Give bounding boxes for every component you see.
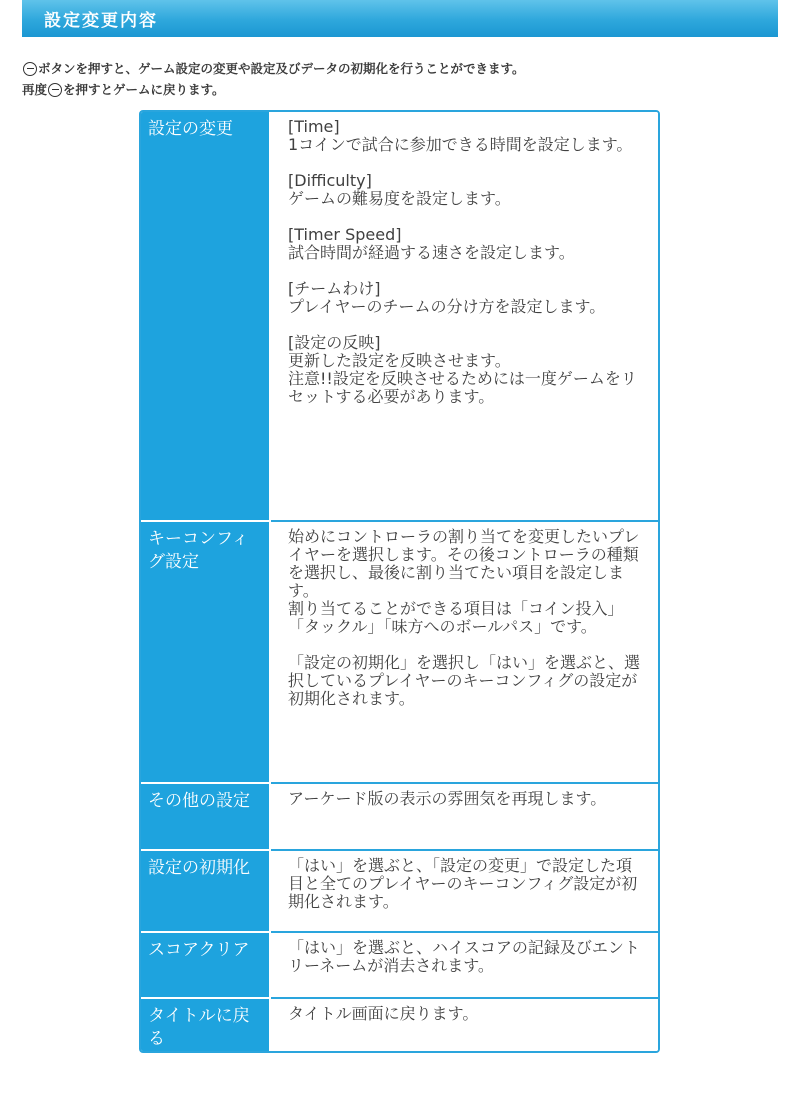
block-text: 「設定の初期化」を選択し「はい」を選ぶと、選択しているプレイヤーのキーコンフィグの設定が初期化されます。 [288, 653, 641, 708]
desc-block [288, 226, 646, 262]
block-heading: [設定の反映] [288, 333, 381, 352]
row-desc-settings-reset [271, 849, 658, 931]
desc-block [288, 790, 646, 808]
block-text: 「はい」を選ぶと、「設定の変更」で設定した項目と全てのプレイヤーのキーコンフィグ設定が初期化されます。 [288, 856, 638, 911]
intro-line-2-suffix: を押すとゲームに戻ります。 [63, 82, 225, 97]
row-desc-settings-change [271, 112, 658, 520]
desc-block [288, 334, 646, 406]
desc-block [288, 857, 646, 911]
block-text: アーケード版の表示の雰囲気を再現します。 [288, 789, 607, 808]
section-title: 設定変更内容 [44, 11, 158, 31]
block-text: タイトル画面に戻ります。 [288, 1004, 479, 1023]
block-text: 始めにコントローラの割り当てを変更したいプレイヤーを選択します。その後コントローラの種類を選択し、最後に割り当てたい項目を設定します。 [288, 527, 640, 600]
block-text: 「はい」を選ぶと、ハイスコアの記録及びエントリーネームが消去されます。 [288, 938, 640, 975]
row-label-settings-change: 設定の変更 [141, 112, 271, 520]
block-text: 割り当てることができる項目は「コイン投入」「タックル」「味方へのボールパス」です。 [288, 599, 624, 636]
desc-block [288, 118, 646, 154]
intro-paragraph [22, 58, 782, 100]
row-label-return-title: タイトルに戻る [141, 997, 271, 1051]
block-text: 1コインで試合に参加できる時間を設定します。 [288, 135, 633, 154]
minus-button-icon [23, 62, 37, 76]
row-label-key-config: キーコンフィグ設定 [141, 520, 271, 782]
desc-block [288, 280, 646, 316]
desc-block [288, 172, 646, 208]
block-heading: [Time] [288, 117, 340, 136]
row-label-settings-reset: 設定の初期化 [141, 849, 271, 931]
intro-line-1-text: ボタンを押すと、ゲーム設定の変更や設定及びデータの初期化を行うことができます。 [38, 61, 525, 76]
block-heading: [Timer Speed] [288, 225, 402, 244]
block-note: 注意!!設定を反映させるためには一度ゲームをリセットする必要があります。 [288, 369, 637, 406]
desc-block [288, 1005, 646, 1023]
intro-line-2-prefix: 再度 [22, 82, 48, 97]
block-heading: [チームわけ] [288, 279, 381, 298]
minus-button-icon [48, 83, 62, 97]
settings-table [139, 110, 660, 1053]
row-desc-key-config [271, 520, 658, 782]
section-header-bar [22, 0, 778, 37]
desc-block [288, 939, 646, 975]
block-heading: [Difficulty] [288, 171, 372, 190]
row-desc-return-title [271, 997, 658, 1051]
desc-block [288, 528, 646, 636]
block-text: プレイヤーのチームの分け方を設定します。 [288, 297, 606, 316]
row-desc-score-clear [271, 931, 658, 997]
row-label-other-settings: その他の設定 [141, 782, 271, 849]
block-text: ゲームの難易度を設定します。 [288, 189, 511, 208]
intro-line-1 [22, 58, 782, 79]
row-label-score-clear: スコアクリア [141, 931, 271, 997]
row-desc-other-settings [271, 782, 658, 849]
desc-block [288, 654, 646, 708]
block-text: 試合時間が経過する速さを設定します。 [288, 243, 575, 262]
block-text: 更新した設定を反映させます。 [288, 351, 511, 370]
intro-line-2 [22, 79, 782, 100]
